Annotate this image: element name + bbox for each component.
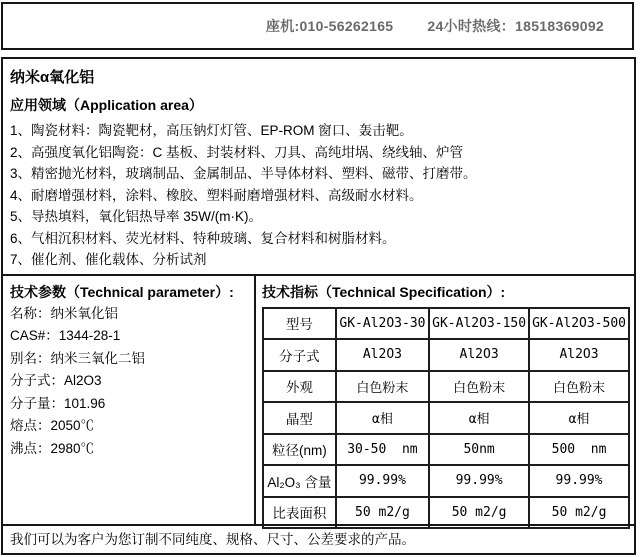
- table-row-appearance: [263, 371, 629, 403]
- row-label-model: 型号: [263, 308, 336, 340]
- crystal-value-2: α相: [429, 402, 529, 434]
- product-title: 纳米α氧化铝: [10, 69, 95, 86]
- row-label-formula: 分子式: [263, 339, 336, 371]
- row-label-appearance: 外观: [263, 371, 336, 403]
- param-molecular-weight: 分子量：101.96: [10, 395, 106, 411]
- particle-size-value-2: 50nm: [429, 434, 529, 466]
- landline-phone: 座机:010-56262165: [265, 18, 394, 34]
- row-label-particle-size: 粒径(nm): [263, 434, 336, 466]
- content-value-2: 99.99%: [429, 465, 529, 497]
- param-melting-point: 熔点：2050℃: [10, 418, 95, 433]
- formula-value-1: Al2O3: [336, 339, 429, 371]
- hotline-phone: 24小时热线：18518369092: [427, 18, 604, 34]
- application-area-heading: 应用领域（Application area）: [10, 97, 203, 113]
- application-item-5: 5、导热填料，氧化铝热导率 35W/(m·K)。: [10, 209, 263, 224]
- appearance-value-2: 白色粉末: [429, 371, 529, 403]
- row-label-content: Al₂O₃ 含量: [263, 465, 336, 497]
- content-value-1: 99.99%: [336, 465, 429, 497]
- application-item-7: 7、催化剂、催化载体、分析试剂: [10, 252, 207, 267]
- product-spec-sheet: [1, 57, 636, 555]
- model-value-2: GK-Al2O3-150: [429, 308, 529, 340]
- application-item-3: 3、精密抛光材料，玻璃制品、金属制品、半导体材料、塑料、磁带、打磨带。: [10, 166, 477, 181]
- specification-table: [262, 307, 630, 530]
- contact-header: [1, 2, 634, 50]
- surface-area-value-2: 50 m2/g: [429, 497, 529, 529]
- surface-area-value-3: 50 m2/g: [529, 497, 629, 529]
- table-row-content: [263, 465, 629, 497]
- param-name: 名称：纳米氧化铝: [10, 305, 118, 321]
- application-item-6: 6、气相沉积材料、荧光材料、特种玻璃、复合材料和树脂材料。: [10, 230, 396, 246]
- content-value-3: 99.99%: [529, 465, 629, 497]
- param-boiling-point: 沸点：2980℃: [10, 440, 95, 456]
- row-label-crystal: 晶型: [263, 402, 336, 434]
- appearance-value-3: 白色粉末: [529, 371, 629, 403]
- table-row-particle-size: [263, 434, 629, 466]
- custom-order-note: 我们可以为客户为您订制不同纯度、规格、尺寸、公差要求的产品。: [3, 524, 634, 553]
- table-row-formula: [263, 339, 629, 371]
- row-label-surface-area: 比表面积: [263, 497, 336, 529]
- table-row-crystal: [263, 402, 629, 434]
- technical-parameter-heading: 技术参数（Technical parameter）:: [10, 283, 234, 300]
- parameter-specification-area: [3, 274, 634, 525]
- model-value-3: GK-Al2O3-500: [529, 308, 629, 340]
- formula-value-3: Al2O3: [529, 339, 629, 371]
- surface-area-value-1: 50 m2/g: [336, 497, 429, 529]
- application-item-1: 1、陶瓷材料：陶瓷靶材，高压钠灯灯管、EP-ROM 窗口、轰击靶。: [10, 123, 413, 138]
- technical-specification-section: [256, 276, 634, 525]
- application-item-4: 4、耐磨增强材料，涂料、橡胶、塑料耐磨增强材料、高级耐水材料。: [10, 187, 423, 203]
- crystal-value-3: α相: [529, 402, 629, 434]
- application-item-2: 2、高强度氧化铝陶瓷：C 基板、封装材料、刀具、高纯坩埚、绕线轴、炉管: [10, 144, 464, 160]
- technical-specification-heading: 技术指标（Technical Specification）:: [262, 283, 506, 300]
- formula-value-2: Al2O3: [429, 339, 529, 371]
- param-formula: 分子式：Al2O3: [10, 373, 102, 388]
- particle-size-value-3: 500 nm: [529, 434, 629, 466]
- particle-size-value-1: 30-50 nm: [336, 434, 429, 466]
- param-cas: CAS#：1344-28-1: [10, 328, 121, 343]
- technical-parameter-section: [3, 276, 256, 525]
- crystal-value-1: α相: [336, 402, 429, 434]
- param-alias: 别名：纳米三氧化二铝: [10, 350, 145, 366]
- model-value-1: GK-Al2O3-30: [336, 308, 429, 340]
- application-list: [10, 120, 627, 271]
- appearance-value-1: 白色粉末: [336, 371, 429, 403]
- table-row-model: [263, 308, 629, 340]
- intro-section: [3, 59, 634, 271]
